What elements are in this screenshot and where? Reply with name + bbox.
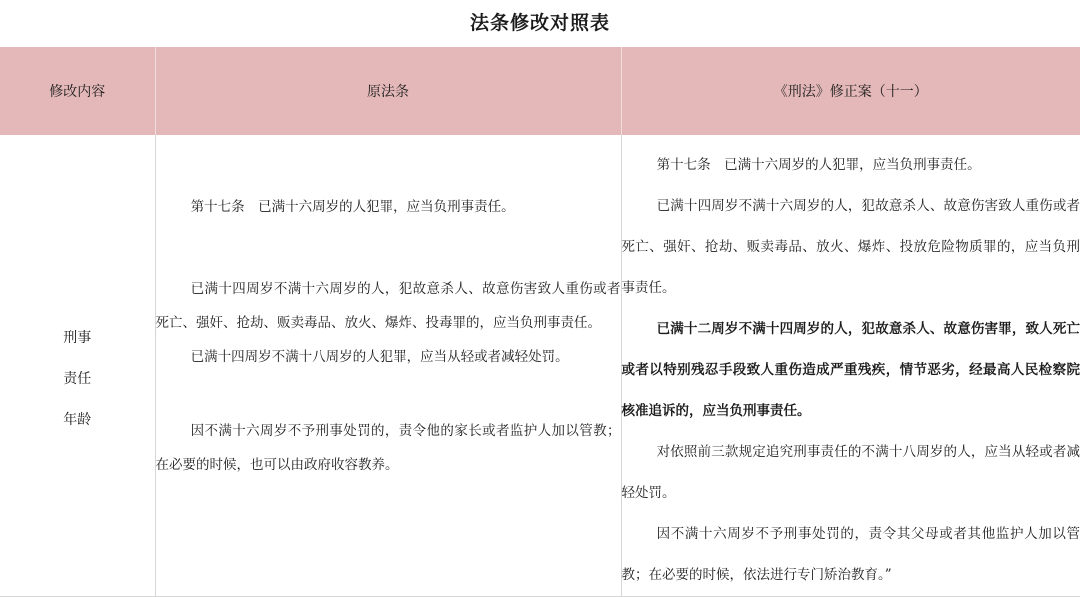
table-row (0, 135, 1080, 597)
header-original: 原法条 (155, 47, 621, 135)
topic-cell (0, 135, 155, 597)
original-paragraph: 第十七条 已满十六周岁的人犯罪，应当负刑事责任。 (156, 190, 621, 224)
comparison-table (0, 47, 1080, 597)
amendment-paragraph: 对依照前三款规定追究刑事责任的不满十八周岁的人，应当从轻或者减轻处罚。 (622, 432, 1080, 514)
original-paragraph: 因不满十六周岁不予刑事处罚的，责令他的家长或者监护人加以管教；在必要的时候，也可以由政府收容教养。 (156, 414, 621, 482)
header-content: 修改内容 (0, 47, 155, 135)
topic-line: 刑事 (0, 318, 155, 359)
amendment-paragraph-new: 已满十二周岁不满十四周岁的人，犯故意杀人、故意伤害罪，致人死亡或者以特别残忍手段致人重伤造成严重残疾，情节恶劣，经最高人民检察院核准追诉的，应当负刑事责任。 (622, 309, 1080, 432)
original-paragraph: 已满十四周岁不满十八周岁的人犯罪，应当从轻或者减轻处罚。 (156, 340, 621, 374)
page-title: 法条修改对照表 (0, 8, 1080, 35)
amendment-paragraph: 第十七条 已满十六周岁的人犯罪，应当负刑事责任。 (622, 145, 1080, 186)
topic-line: 年龄 (0, 400, 155, 441)
original-paragraph: 已满十四周岁不满十六周岁的人，犯故意杀人、故意伤害致人重伤或者死亡、强奸、抢劫、贩卖毒品、放火、爆炸、投毒罪的，应当负刑事责任。 (156, 272, 621, 340)
table-header-row (0, 47, 1080, 135)
original-cell (155, 135, 621, 597)
amendment-cell (621, 135, 1080, 597)
topic-line: 责任 (0, 359, 155, 400)
amendment-paragraph: 因不满十六周岁不予刑事处罚的，责令其父母或者其他监护人加以管教；在必要的时候，依法进行专门矫治教育。” (622, 514, 1080, 596)
amendment-paragraph: 已满十四周岁不满十六周岁的人，犯故意杀人、故意伤害致人重伤或者死亡、强奸、抢劫、贩卖毒品、放火、爆炸、投放危险物质罪的，应当负刑事责任。 (622, 186, 1080, 309)
header-amendment: 《刑法》修正案（十一） (621, 47, 1080, 135)
